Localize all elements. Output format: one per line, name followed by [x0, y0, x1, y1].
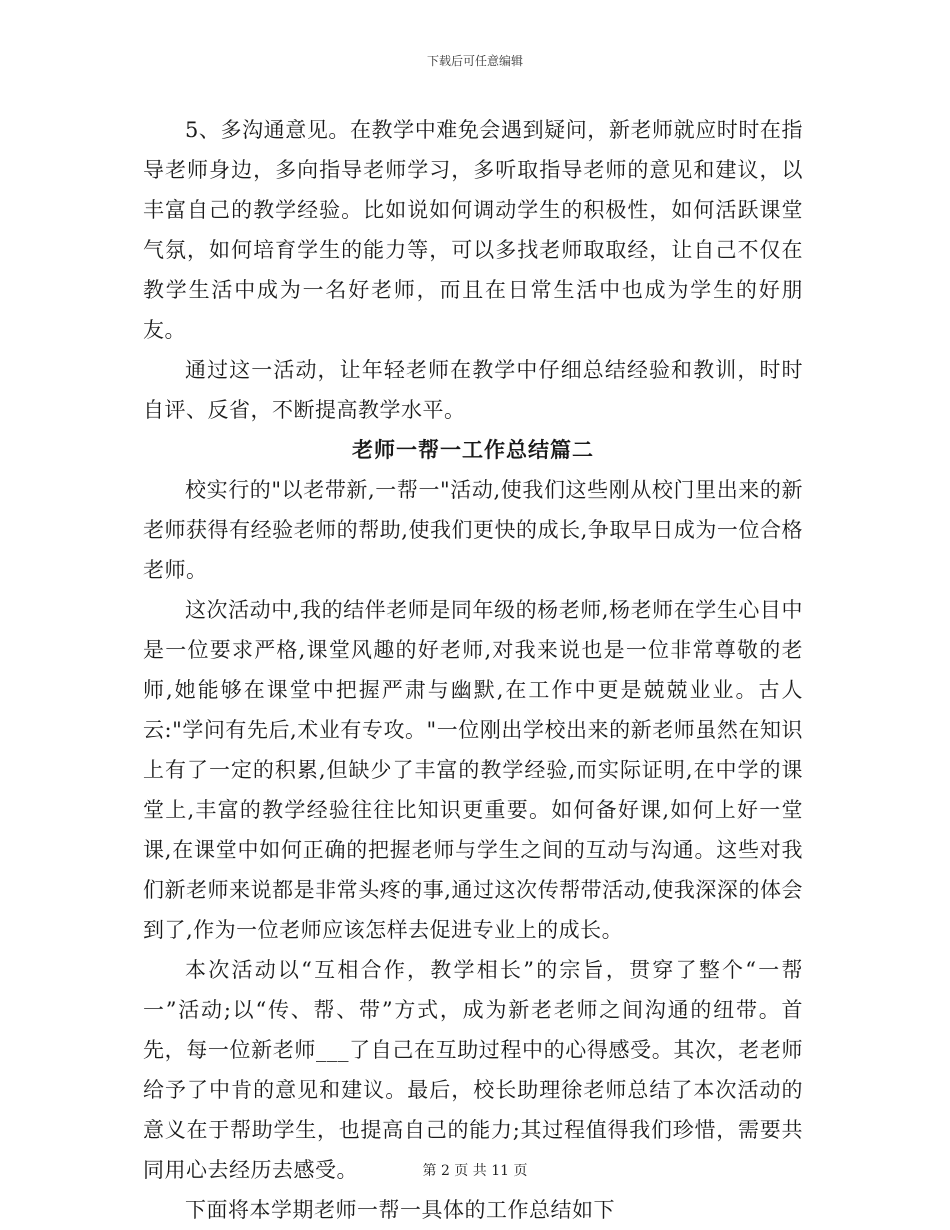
paragraph-closing: 下面将本学期老师一帮一具体的工作总结如下: [185, 1198, 615, 1222]
document-body: [143, 110, 803, 1230]
paragraph-activity: 本次活动以“互相合作，教学相长”的宗旨，贯穿了整个“一帮一”活动;以“传、帮、带”方式，成为新老老师之间沟通的纽带。首先，每一位新老师___了自己在互助过程中的心得感受。其次，老老师给予了中肯的意见和建议。最后，校长助理徐老师总结了本次活动的意义在于帮助学生，也提高自己的能力;其过程值得我们珍惜，需要共同用心去经历去感受。: [143, 958, 803, 1182]
page-footer: 第 2 页 共 11 页: [422, 1163, 528, 1179]
page-header: 下载后可任意编辑: [426, 54, 523, 68]
section-heading: 老师一帮一工作总结篇二: [352, 437, 594, 462]
paragraph-intro: 校实行的"以老带新,一帮一"活动,使我们这些刚从校门里出来的新老师获得有经验老师的帮助,使我们更快的成长,争取早日成为一位合格老师。: [143, 478, 803, 582]
paragraph-communication: 5、多沟通意见。在教学中难免会遇到疑问，新老师就应时时在指导老师身边，多向指导老师学习，多听取指导老师的意见和建议，以丰富自己的教学经验。比如说如何调动学生的积极性，如何活跃课堂气氛，如何培育学生的能力等，可以多找老师取取经，让自己不仅在教学生活中成为一名好老师，而且在日常生活中也成为学生的好朋友。: [143, 118, 803, 342]
paragraph-mentor: 这次活动中,我的结伴老师是同年级的杨老师,杨老师在学生心目中是一位要求严格,课堂风趣的好老师,对我来说也是一位非常尊敬的老师,她能够在课堂中把握严肃与幽默,在工作中更是兢兢业业。古人云:"学问有先后,术业有专攻。"一位刚出学校出来的新老师虽然在知识上有了一定的积累,但缺少了丰富的教学经验,而实际证明,在中学的课堂上,丰富的教学经验往往比知识更重要。如何备好课,如何上好一堂课,在课堂中如何正确的把握老师与学生之间的互动与沟通。这些对我们新老师来说都是非常头疼的事,通过这次传帮带活动,使我深深的体会到了,作为一位老师应该怎样去促进专业上的成长。: [143, 598, 803, 942]
paragraph-summary: 通过这一活动，让年轻老师在教学中仔细总结经验和教训，时时自评、反省，不断提高教学水平。: [143, 358, 803, 422]
